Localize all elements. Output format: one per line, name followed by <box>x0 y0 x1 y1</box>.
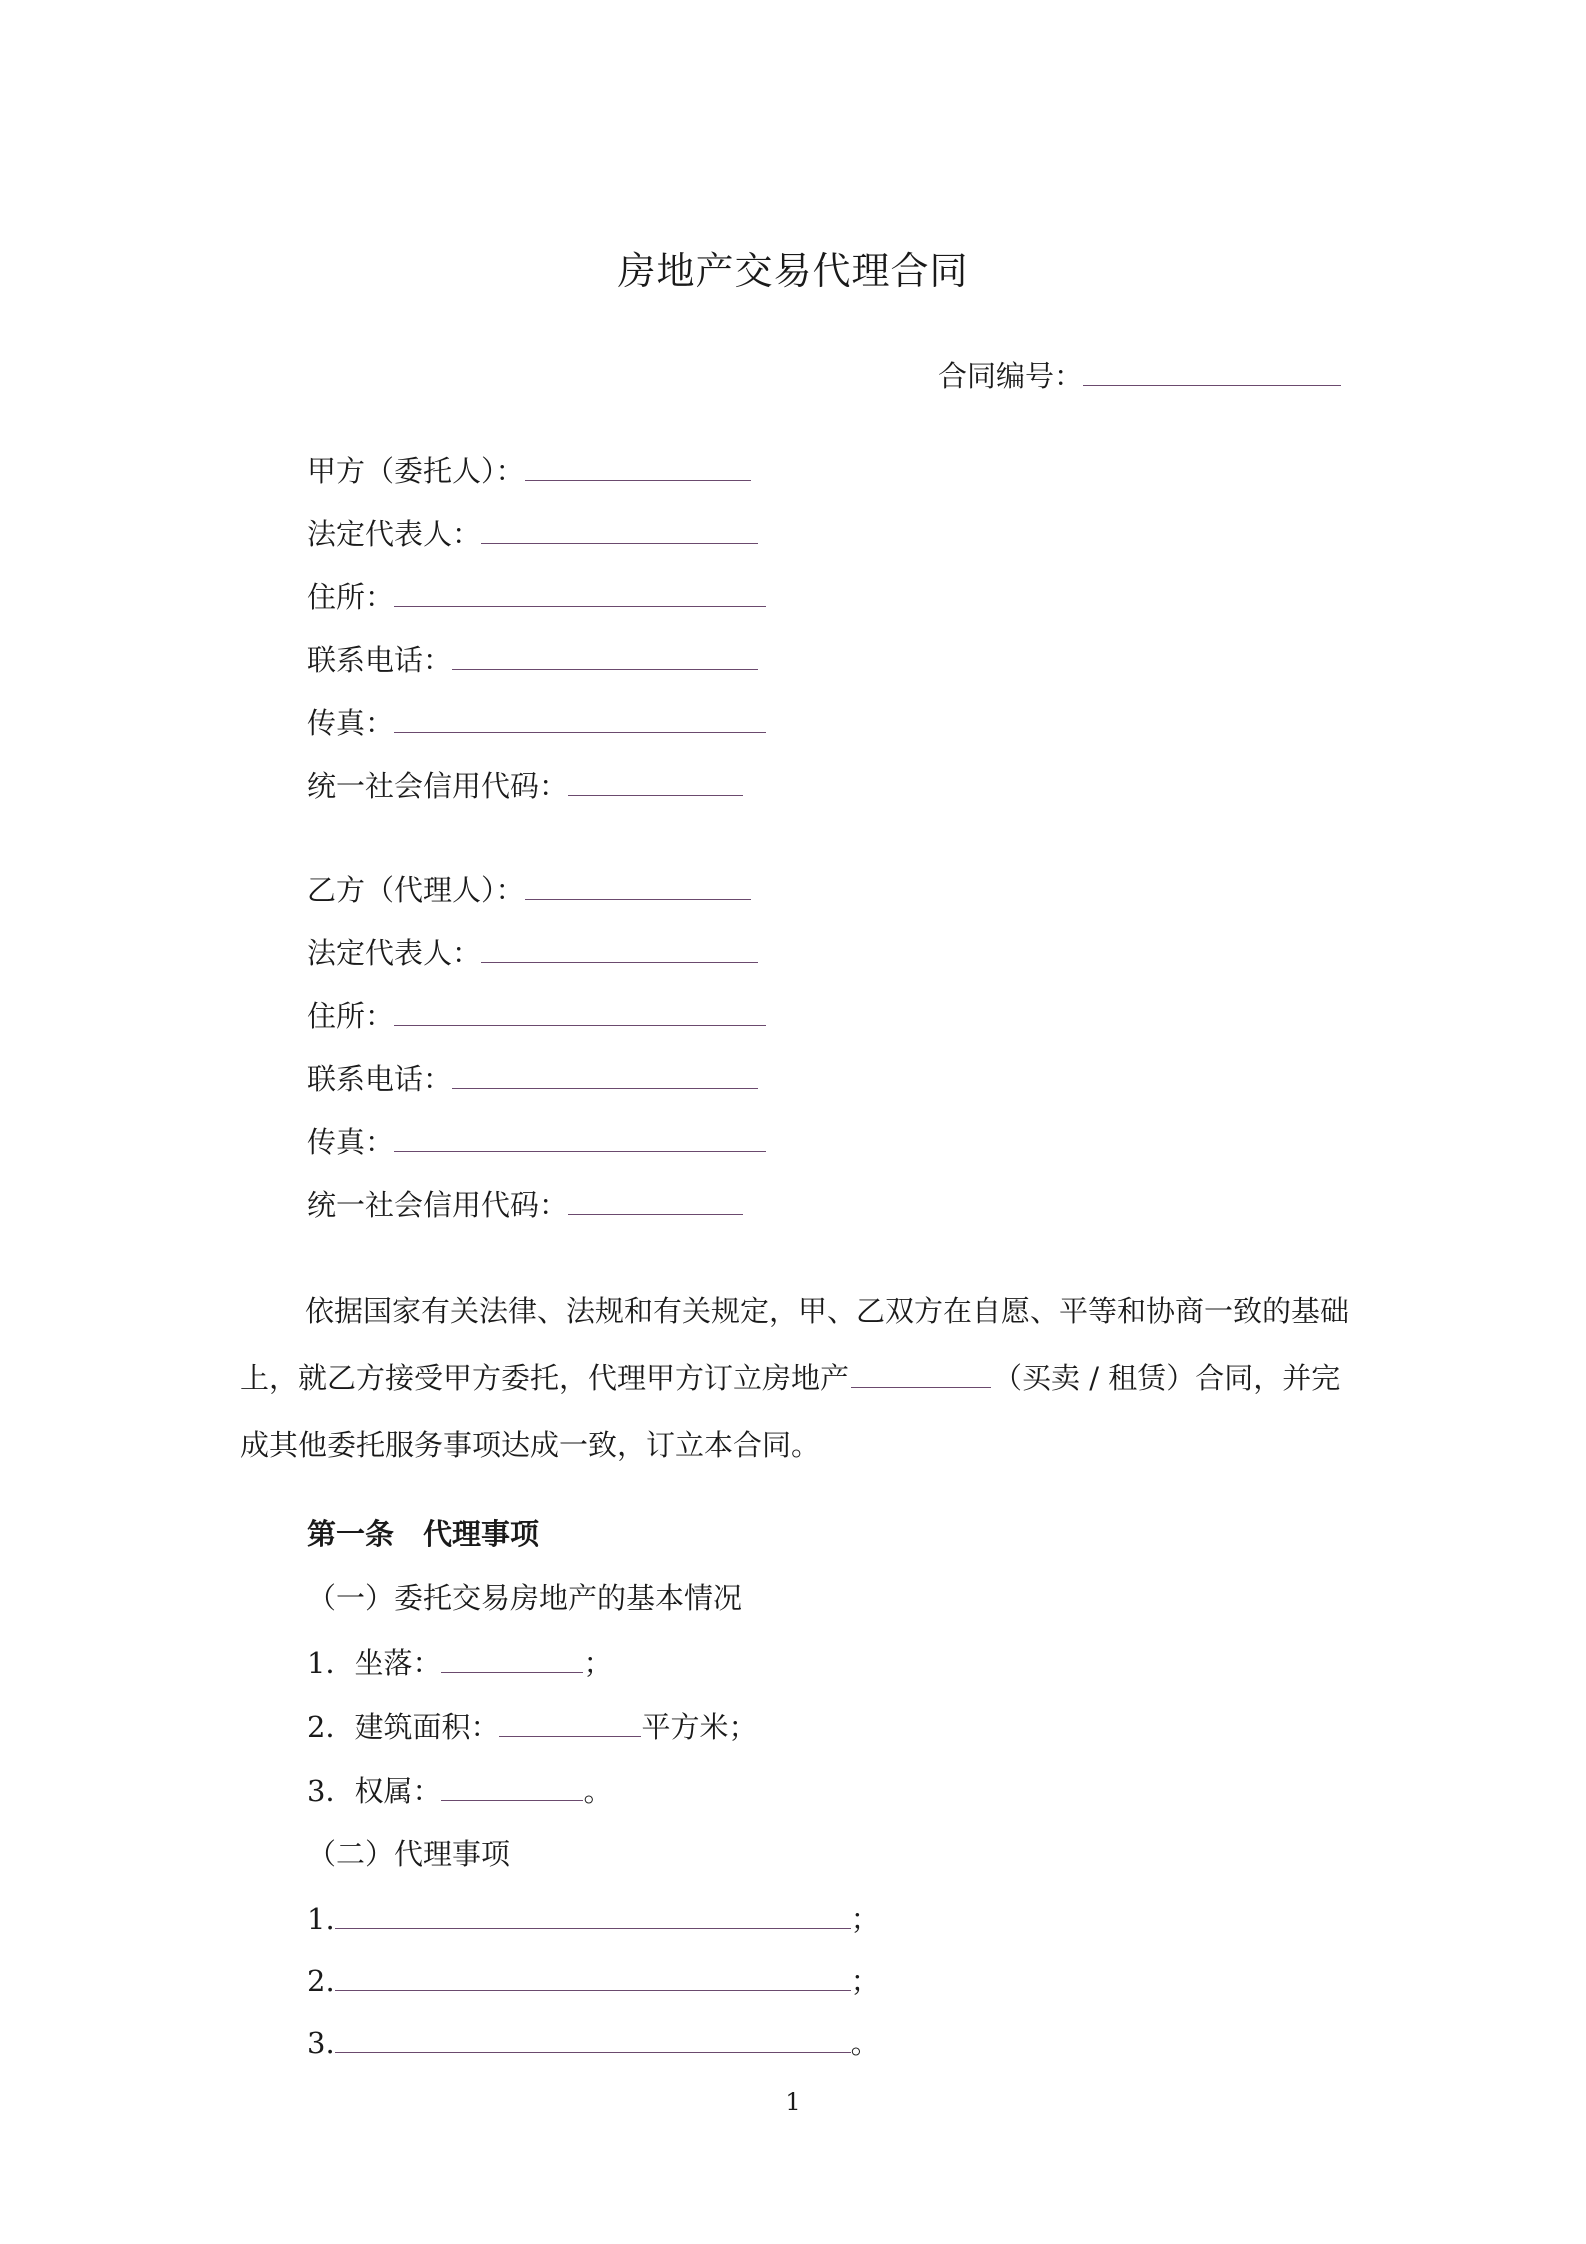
party-a-heading-row <box>307 450 751 491</box>
article-1-heading: 第一条 代理事项 <box>307 1517 540 1551</box>
ownership-row <box>307 1770 612 1811</box>
party-b-credit-code-row <box>307 1184 743 1225</box>
party-a-credit-code-field[interactable] <box>568 765 743 796</box>
document-title: 房地产交易代理合同 <box>617 249 969 293</box>
preamble-paragraph <box>240 1278 1355 1479</box>
party-a-address-label: 住所： <box>307 580 395 614</box>
contract-number-field[interactable] <box>1083 355 1341 386</box>
floor-area-field[interactable] <box>499 1706 641 1737</box>
party-b-legal-rep-field[interactable] <box>481 932 758 963</box>
party-b-credit-code-field[interactable] <box>568 1184 743 1215</box>
party-b-legal-rep-label: 法定代表人： <box>307 936 482 970</box>
task-1-row <box>307 1898 880 1939</box>
party-b-fax-label: 传真： <box>307 1125 395 1159</box>
party-a-address-row <box>307 576 766 617</box>
party-a-fax-label: 传真： <box>307 706 395 740</box>
party-b-name-field[interactable] <box>525 869 751 900</box>
location-row <box>307 1642 612 1683</box>
party-a-phone-row <box>307 639 758 680</box>
preamble-text-1: 依据国家有关法律、法规和有关规定，甲、乙双方在自愿、平等和协商一致的基础上，就乙方接受甲方委托，代理甲方订立房地产 <box>240 1294 1350 1395</box>
task-3-row <box>307 2022 880 2063</box>
location-label: 1．坐落： <box>307 1646 442 1680</box>
party-a-credit-code-label: 统一社会信用代码： <box>307 769 569 803</box>
party-b-fax-field[interactable] <box>394 1121 766 1152</box>
floor-area-unit: 平方米； <box>641 1710 758 1744</box>
floor-area-row <box>307 1706 757 1747</box>
party-a-heading: 甲方（委托人）： <box>307 454 525 488</box>
ownership-end: 。 <box>583 1774 613 1808</box>
party-b-phone-row <box>307 1058 758 1099</box>
task-2-field[interactable] <box>335 1960 851 1991</box>
party-a-legal-rep-field[interactable] <box>481 513 758 544</box>
task-1-field[interactable] <box>335 1898 851 1929</box>
article-1-subsection-1: （一）委托交易房地产的基本情况 <box>307 1581 743 1615</box>
party-a-legal-rep-row <box>307 513 758 554</box>
ownership-label: 3．权属： <box>307 1774 442 1808</box>
location-end: ； <box>583 1646 613 1680</box>
task-3-end: 。 <box>850 2026 880 2060</box>
task-2-end: ； <box>850 1964 880 1998</box>
task-3-label: 3. <box>307 2026 335 2060</box>
ownership-field[interactable] <box>441 1770 583 1801</box>
article-1-subsection-2: （二）代理事项 <box>307 1837 511 1871</box>
task-1-end: ； <box>850 1902 880 1936</box>
party-a-name-field[interactable] <box>525 450 751 481</box>
party-a-address-field[interactable] <box>394 576 766 607</box>
party-b-heading: 乙方（代理人）： <box>307 873 525 907</box>
transaction-type-field[interactable] <box>851 1357 991 1388</box>
party-a-phone-field[interactable] <box>452 639 758 670</box>
party-a-legal-rep-label: 法定代表人： <box>307 517 482 551</box>
party-b-address-label: 住所： <box>307 999 395 1033</box>
party-b-phone-field[interactable] <box>452 1058 758 1089</box>
party-b-legal-rep-row <box>307 932 758 973</box>
party-a-phone-label: 联系电话： <box>307 643 453 677</box>
party-b-phone-label: 联系电话： <box>307 1062 453 1096</box>
preamble-text-2: （买卖 / 租赁）合同，并完成其他委托服务事项达成一致，订立本合同。 <box>240 1361 1341 1462</box>
party-a-fax-field[interactable] <box>394 702 766 733</box>
page-number: 1 <box>785 2088 801 2116</box>
party-b-heading-row <box>307 869 751 910</box>
floor-area-label: 2．建筑面积： <box>307 1710 500 1744</box>
party-b-fax-row <box>307 1121 766 1162</box>
party-a-credit-code-row <box>307 765 743 806</box>
contract-number-label: 合同编号： <box>938 359 1084 393</box>
task-1-label: 1. <box>307 1902 335 1936</box>
task-3-field[interactable] <box>335 2022 851 2053</box>
party-b-credit-code-label: 统一社会信用代码： <box>307 1188 569 1222</box>
party-a-fax-row <box>307 702 766 743</box>
party-b-address-field[interactable] <box>394 995 766 1026</box>
task-2-row <box>307 1960 880 2001</box>
location-field[interactable] <box>441 1642 583 1673</box>
task-2-label: 2. <box>307 1964 335 1998</box>
contract-number-row <box>938 355 1341 396</box>
party-b-address-row <box>307 995 766 1036</box>
